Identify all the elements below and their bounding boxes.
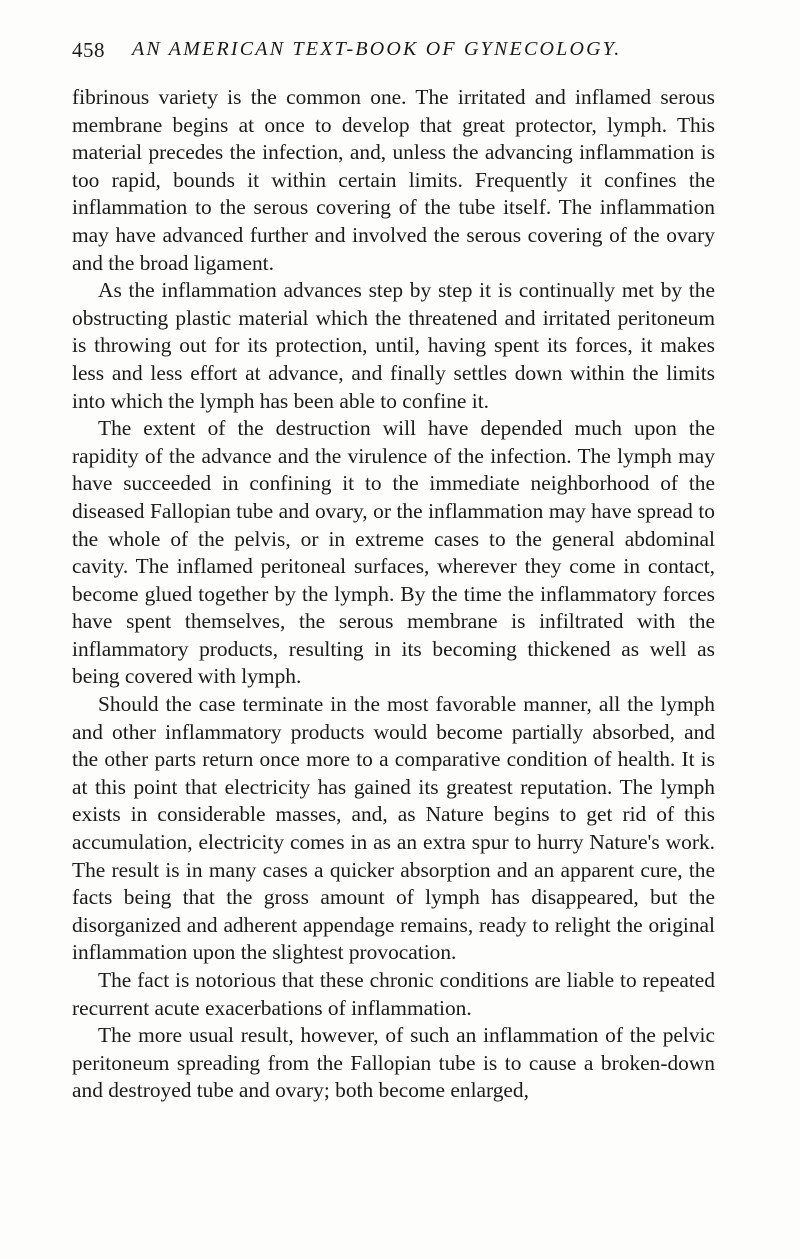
paragraph-1: fibrinous variety is the common one. The irritated and inflamed serous membrane begins at once to develop that great protector, lymph. This material precedes the infection, and, unless the advancing inflammation is too rapid, bounds it within certain limits. Frequently it confines the inflammation to the serous covering of the tube itself. The inflammation may have advanced further and involved the serous covering of the ovary and the broad ligament.	[72, 85, 715, 275]
paragraph-3: The extent of the destruction will have depended much upon the rapidity of the advance and the virulence of the infection. The lymph may have succeeded in confining it to the immediate neighborhood of the diseased Fallopian tube and ovary, or the inflammation may have spread to the whole of the pelvis, or in extreme cases to the general abdominal cavity. The inflamed peritoneal surfaces, wherever they come in contact, become glued together by the lymph. By the time the inflammatory forces have spent themselves, the serous membrane is infiltrated with the inflammatory products, resulting in its becoming thickened as well as being covered with lymph.	[72, 416, 715, 689]
body-text	[72, 84, 715, 1105]
paragraph-6: The more usual result, however, of such an inflammation of the pelvic peritoneum spreading from the Fallopian tube is to cause a broken-down and destroyed tube and ovary; both become enlarged,	[72, 1023, 715, 1103]
paragraph-5: The fact is notorious that these chronic conditions are liable to repeated recurrent acute exacerbations of inflammation.	[72, 968, 715, 1020]
paragraph-4: Should the case terminate in the most favorable manner, all the lymph and other inflammatory products would become partially absorbed, and the other parts return once more to a comparative condition of health. It is at this point that electricity has gained its greatest reputation. The lymph exists in considerable masses, and, as Nature begins to get rid of this accumulation, electricity comes in as an extra spur to hurry Nature's work. The result is in many cases a quicker absorption and an apparent cure, the facts being that the gross amount of lymph has disappeared, but the disorganized and adherent appendage remains, ready to relight the original inflammation upon the slightest provocation.	[72, 692, 715, 965]
running-head	[72, 38, 712, 68]
page-number: 458	[72, 38, 105, 62]
running-title: AN AMERICAN TEXT-BOOK OF GYNECOLOGY.	[132, 38, 622, 60]
paragraph-2: As the inflammation advances step by step it is continually met by the obstructing plastic material which the threatened and irritated peritoneum is throwing out for its protection, until, having spent its forces, it makes less and less effort at advance, and finally settles down within the limits into which the lymph has been able to confine it.	[72, 278, 715, 413]
